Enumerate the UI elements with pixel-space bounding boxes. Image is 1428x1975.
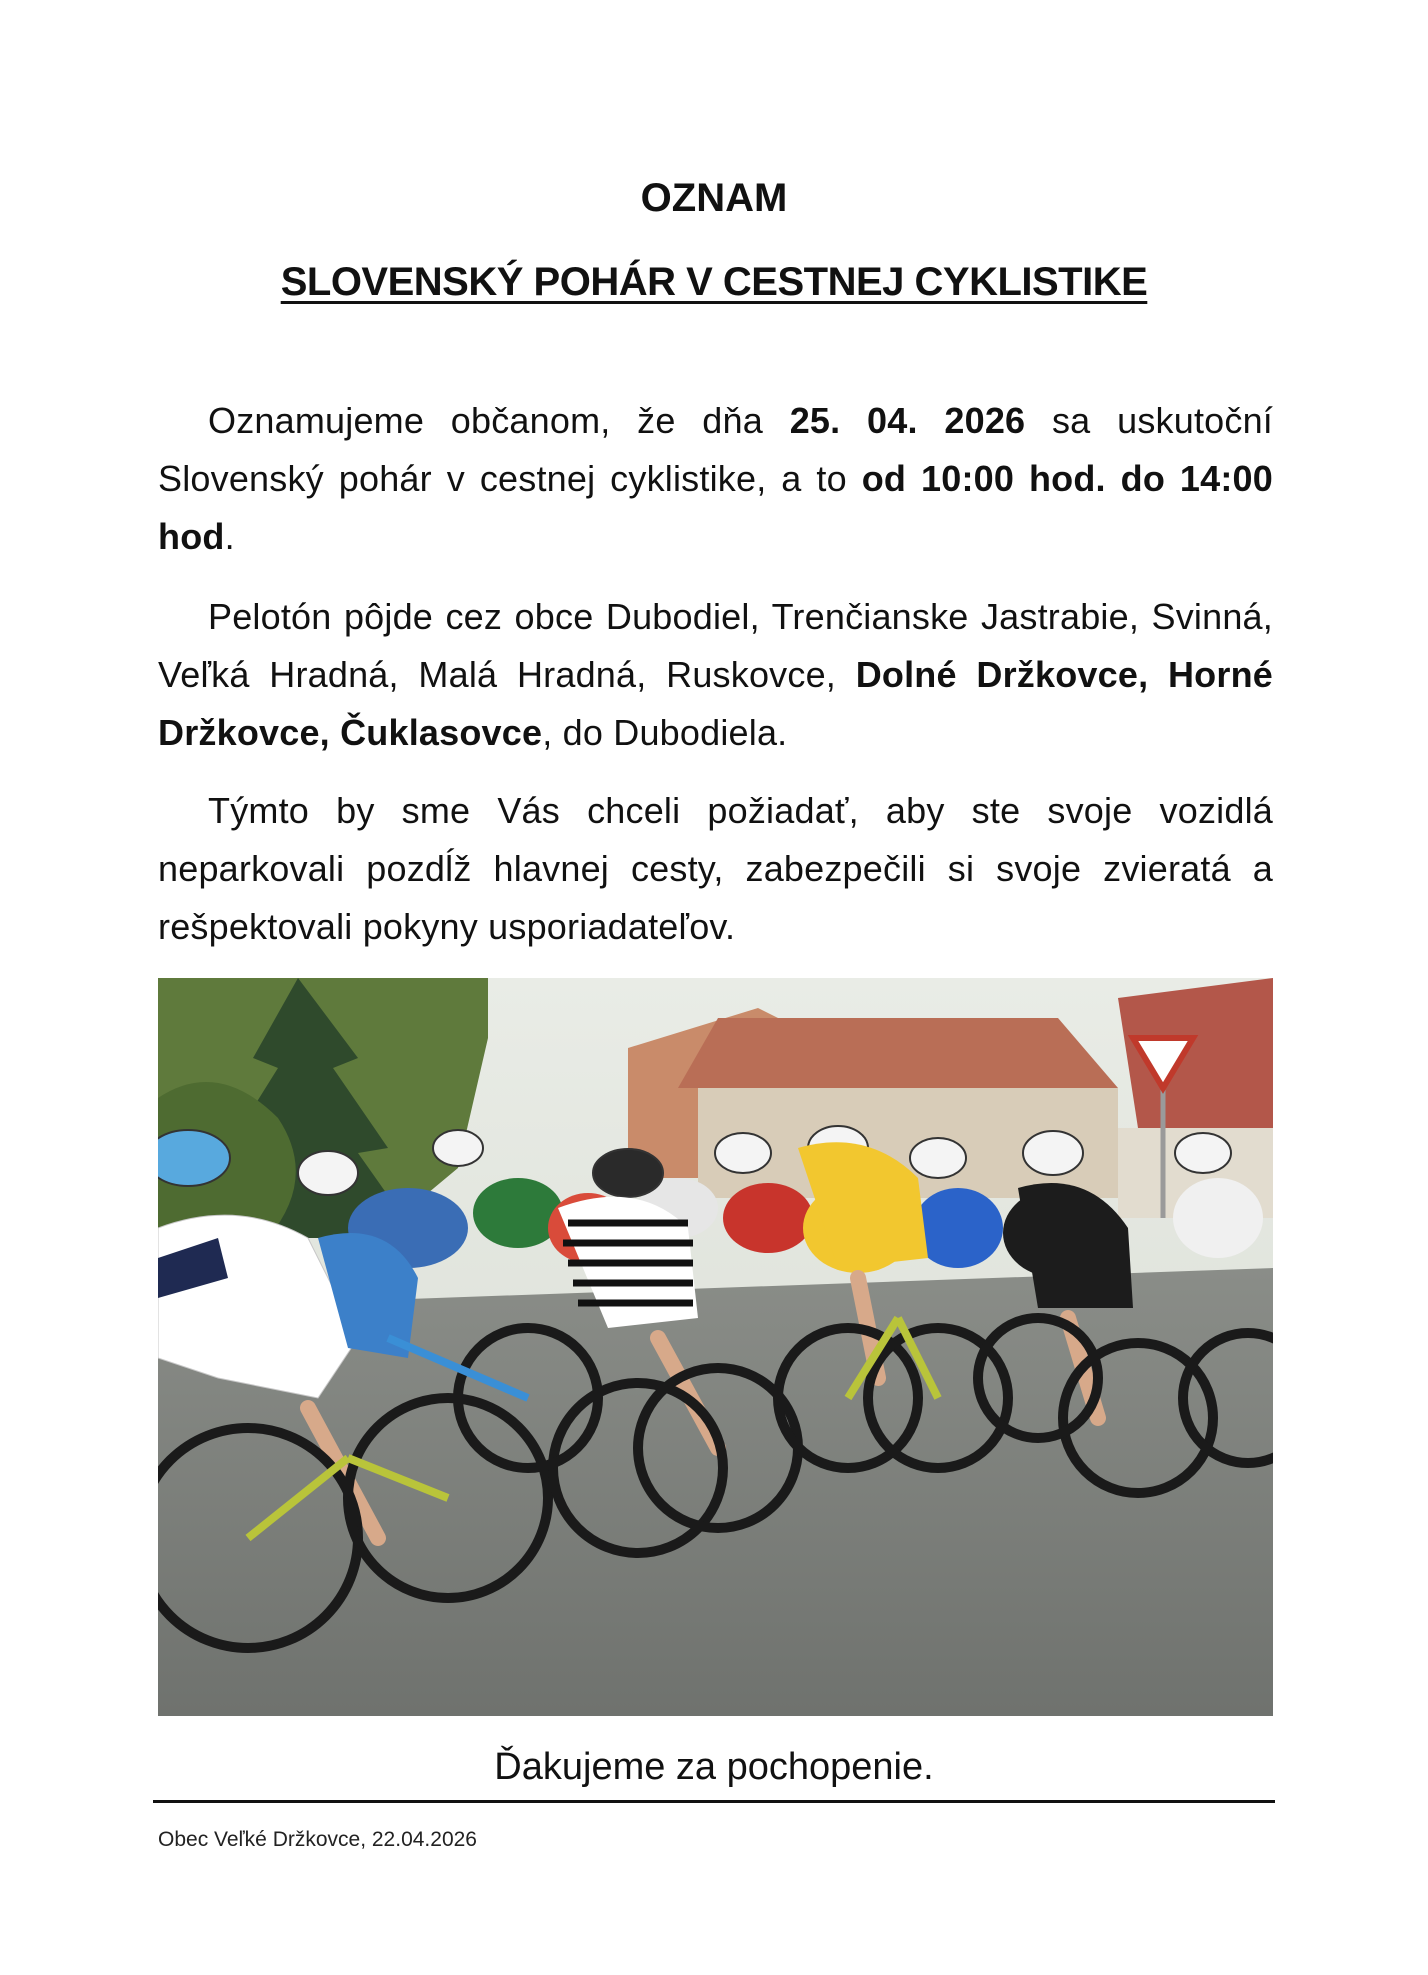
page-title: OZNAM	[640, 176, 788, 220]
peloton-illustration	[158, 978, 1273, 1716]
paragraph3-text: Týmto by sme Vás chceli požiadať, aby ste svoje vozidlá neparkovali pozdĺž hlavnej cesty, zabezpečili si svoje zvieratá a rešpektovali pokyny usporiadateľov.	[158, 790, 1273, 947]
subtitle-text: SLOVENSKÝ POHÁR V CESTNEJ CYKLISTIKE	[280, 260, 1148, 304]
paragraph1-text-2: sa uskutoční Slovenský pohár v cestnej cyklistike, a to	[158, 400, 1273, 499]
paragraph-route	[158, 588, 1273, 762]
paragraph-request	[158, 782, 1273, 956]
footer-signature: Obec Veľké Držkovce, 22.04.2026	[158, 1828, 477, 1851]
cyclists-photo	[158, 978, 1273, 1716]
affected-villages: Dolné Držkovce, Horné Držkovce, Čuklasovce	[158, 654, 1273, 753]
thanks-line: Ďakujeme za pochopenie.	[494, 1746, 934, 1788]
footer-divider	[153, 1800, 1275, 1803]
paragraph2-text-2: , do Dubodiela.	[542, 712, 788, 753]
event-date: 25. 04. 2026	[789, 400, 1026, 441]
page-subtitle	[0, 258, 1428, 306]
paragraph2-text-1: Pelotón pôjde cez obce Dubodiel, Trenčianske Jastrabie, Svinná, Veľká Hradná, Malá Hradná, Ruskovce,	[158, 596, 1273, 695]
event-time: od 10:00 hod. do 14:00 hod	[158, 458, 1273, 557]
paragraph1-text-1: Oznamujeme občanom, že dňa	[208, 400, 790, 441]
paragraph-announcement	[158, 392, 1273, 566]
paragraph1-text-3: .	[224, 516, 235, 557]
